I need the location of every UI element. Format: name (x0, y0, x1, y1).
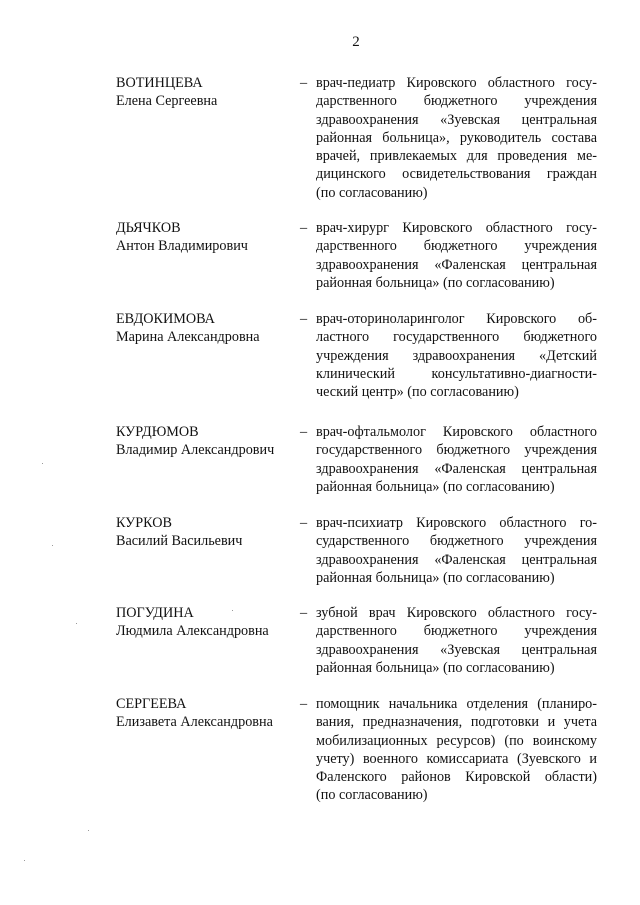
person-name (116, 514, 296, 551)
description-line: здравоохранения «Фаленская центральная (316, 256, 597, 273)
description-line: сударственного бюджетного учреждения (316, 533, 597, 550)
description-line: клинический консультативно-диагности- (316, 365, 597, 382)
scan-speck (42, 463, 43, 464)
description-line: районная больница» (по согласованию) (316, 569, 555, 586)
description-line: здравоохранения «Фаленская центральная (316, 551, 597, 568)
dash: – (300, 696, 308, 712)
person-name (116, 604, 296, 641)
dash: – (300, 424, 308, 440)
given-name: Елизавета Александровна (116, 714, 273, 731)
description-line: мобилизационных ресурсов) (по воинскому (316, 732, 597, 749)
description-line: учреждения здравоохранения «Детский (316, 347, 597, 364)
description-line: районная больница» (по согласованию) (316, 274, 555, 291)
surname: ДЬЯЧКОВ (116, 220, 181, 236)
dash: – (300, 75, 308, 91)
surname: ЕВДОКИМОВА (116, 311, 215, 327)
page-number: 2 (352, 34, 360, 50)
surname: КУРКОВ (116, 515, 172, 531)
dash: – (300, 311, 308, 327)
person-name (116, 695, 296, 732)
surname: ВОТИНЦЕВА (116, 75, 203, 91)
description-line: врач-хирург Кировского областного госу- (316, 220, 597, 236)
description-line: Фаленского районов Кировской области) (316, 769, 597, 786)
position-description (316, 310, 597, 401)
given-name: Василий Васильевич (116, 533, 243, 550)
description-line: вания, предназначения, подготовки и учета (316, 714, 597, 731)
description-line: здравоохранения «Фаленская центральная (316, 460, 597, 477)
description-line: ластного государственного бюджетного (316, 329, 597, 346)
description-line: врач-педиатр Кировского областного госу- (316, 75, 597, 91)
description-line: (по согласованию) (316, 787, 428, 804)
description-line: здравоохранения «Зуевская центральная (316, 641, 597, 658)
person-name (116, 423, 296, 460)
surname: ПОГУДИНА (116, 605, 194, 621)
description-line: (по согласованию) (316, 184, 428, 201)
description-line: зубной врач Кировского областного госу- (316, 605, 597, 621)
scan-speck (232, 610, 233, 611)
scan-speck (76, 623, 77, 624)
given-name: Елена Сергеевна (116, 93, 218, 110)
description-line: врач-офтальмолог Кировского областного (316, 424, 597, 440)
description-line: врач-оториноларинголог Кировского об- (316, 311, 597, 327)
given-name: Антон Владимирович (116, 238, 248, 255)
surname: КУРДЮМОВ (116, 424, 199, 440)
dash: – (300, 515, 308, 531)
position-description (316, 74, 597, 202)
position-description (316, 219, 597, 292)
scan-speck (52, 545, 53, 546)
person-name (116, 310, 296, 347)
description-line: помощник начальника отделения (планиро- (316, 696, 597, 712)
given-name: Людмила Александровна (116, 623, 269, 640)
position-description (316, 604, 597, 677)
description-line: врачей, привлекаемых для проведения ме- (316, 148, 597, 165)
description-line: дарственного бюджетного учреждения (316, 93, 597, 110)
description-line: дарственного бюджетного учреждения (316, 623, 597, 640)
description-line: дицинского освидетельствования граждан (316, 166, 597, 183)
person-name (116, 219, 296, 256)
description-line: дарственного бюджетного учреждения (316, 238, 597, 255)
surname: СЕРГЕЕВА (116, 696, 187, 712)
description-line: ческий центр» (по согласованию) (316, 384, 519, 401)
position-description (316, 423, 597, 496)
scan-speck (24, 860, 25, 861)
scan-speck (88, 830, 89, 831)
given-name: Владимир Александрович (116, 442, 275, 459)
description-line: районная больница» (по согласованию) (316, 659, 555, 676)
description-line: государственного бюджетного учреждения (316, 442, 597, 459)
description-line: районная больница», руководитель состава (316, 129, 597, 146)
person-name (116, 74, 296, 111)
position-description (316, 514, 597, 587)
description-line: врач-психиатр Кировского областного го- (316, 515, 597, 531)
given-name: Марина Александровна (116, 329, 260, 346)
description-line: районная больница» (по согласованию) (316, 478, 555, 495)
description-line: здравоохранения «Зуевская центральная (316, 111, 597, 128)
dash: – (300, 605, 308, 621)
description-line: учету) военного комиссариата (Зуевского и (316, 750, 597, 767)
position-description (316, 695, 597, 805)
dash: – (300, 220, 308, 236)
